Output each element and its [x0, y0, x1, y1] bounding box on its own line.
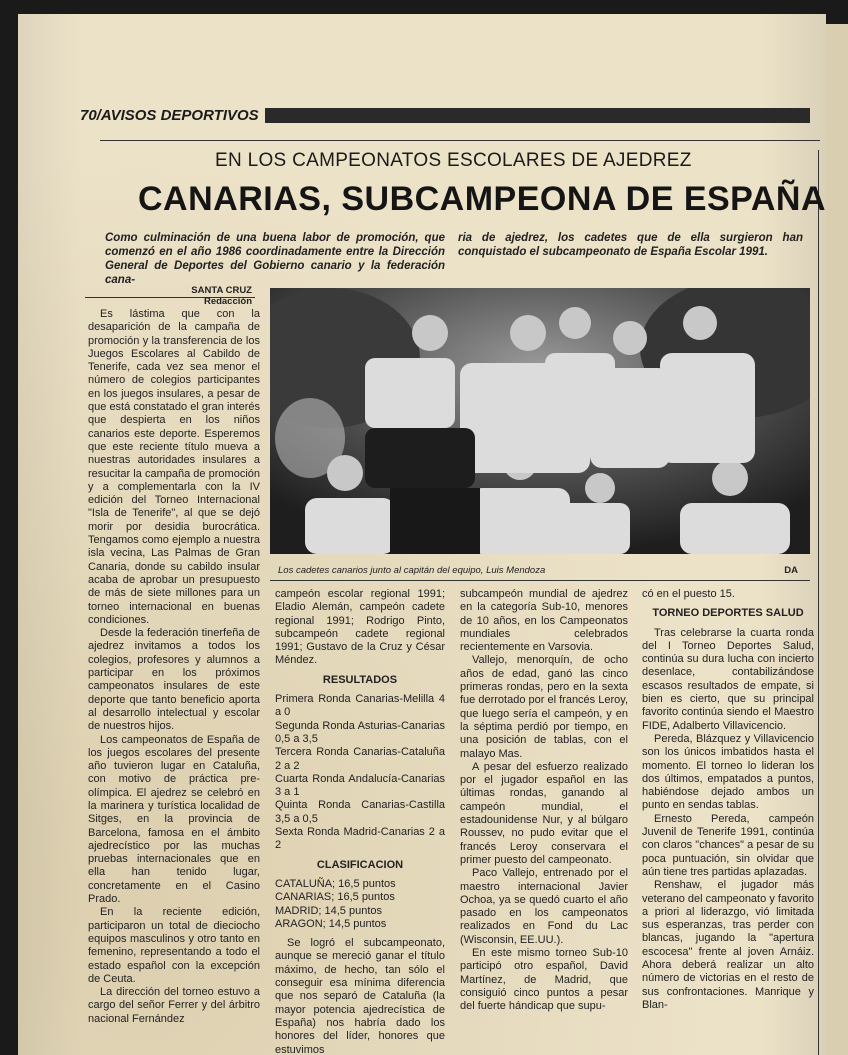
paragraph: La dirección del torneo estuvo a cargo del señor Ferrer y del árbitro nacional Fernández [88, 986, 260, 1025]
kicker: EN LOS CAMPEONATOS ESCOLARES DE AJEDREZ [215, 150, 692, 171]
article-column-1 [88, 308, 260, 1055]
clasificacion-heading: CLASIFICACION [316, 858, 404, 871]
paragraph: Se logró el subcampeonato, aunque se mereció ganar el título máximo, de hecho, tan sólo el conseguir esa mínima diferencia que nos separó de Cataluña (la mayor potencia ajedrecística de España) nos habría dado los honores del líder, honores que estuvimos [275, 937, 445, 1055]
paragraph: Paco Vallejo, entrenado por el maestro internacional Javier Ochoa, ya se quedó cuarto el año pasado en los campeonatos realizados en Fond du Lac (Wisconsin, EE.UU.). [460, 867, 628, 946]
resultados-heading: RESULTADOS [322, 673, 398, 686]
paragraph: Desde la federación tinerfeña de ajedrez invitamos a todos los colegios, profesores y alumnos a participar en los próximos campeonatos insulares de este deporte que tanto beneficio aporta al desarrollo intelectual y escolar de nuestros hijos. [88, 627, 260, 733]
lead-left: Como culminación de una buena labor de promoción, que comenzó en el año 1986 coordinadamente entre la Dirección General de Deportes del Gobierno canario y la federación cana- [105, 232, 445, 286]
byline [188, 285, 252, 307]
photo-caption [278, 565, 798, 576]
paragraph: Tras celebrarse la cuarta ronda del I Torneo Deportes Salud, continúa su dura lucha con incierto desenlace, contabilizándose escasos resultados de empate, si bien es cierto, que su principal favorito continúa siendo el Maestro FIDE, Adalberto Villavicencio. [642, 626, 814, 732]
article-column-4 [642, 588, 814, 1055]
paragraph: En este mismo torneo Sub-10 participó otro español, David Martínez, de Madrid, que consiguió cinco puntos a pesar del fuerte hándicap que supu- [460, 947, 628, 1013]
right-column-rule [818, 150, 819, 1055]
result-row: Quinta Ronda Canarias-Castilla 3,5 a 0,5 [275, 799, 445, 825]
headline: CANARIAS, SUBCAMPEONA DE ESPAÑA [138, 180, 826, 218]
byline-desk: Redacción [203, 296, 252, 307]
team-photo [270, 288, 810, 554]
standing-row: CATALUÑA; 16,5 puntos [275, 877, 396, 890]
paragraph: Los campeonatos de España de los juegos escolares del presente año tuvieron lugar en Cataluña, con motivo de práctica pre-olímpica. El ajedrez se celebró en la marinera y turística localidad de Sitges, en la provincia de Barcelona, famosa en el ámbito ajedrecístico por las muchas pruebas internacionales que en ella han tenido lugar, concretamente en el Casino Prado. [88, 733, 260, 906]
paragraph: có en el puesto 15. [642, 588, 735, 600]
photo-caption-text: Los cadetes canarios junto al capitán del equipo, Luis Mendoza [278, 565, 546, 576]
paragraph: Renshaw, el jugador más veterano del campeonato y favorito a priori al liderazgo, vió limitada sus esperanzas, tras perder con blancas, jugando la "apertura escocesa" frente al joven Arnáiz. Ahora deberá realizar un alto número de victorias en el resto de sus confrontaciones. Manrique y Blan- [642, 879, 814, 1011]
result-row: Cuarta Ronda Andalucía-Canarias 3 a 1 [275, 772, 445, 799]
paragraph: subcampeón mundial de ajedrez en la categoría Sub-10, menores de 10 años, en los Campeonatos mundiales celebrados recientemente en Varsovia. [460, 588, 628, 654]
paragraph: Pereda, Blázquez y Villavicencio son los únicos imbatidos hasta el momento. El torneo lo lideran los dos últimos, empatados a puntos, habiéndose dejado ambos un punto en sendas tablas. [642, 732, 814, 812]
paragraph: A pesar del esfuerzo realizado por el jugador español en las últimas rondas, ganando al campeón mundial, el estadounidense Nur, y al búlgaro Roussev, no pudo evitar que el francés Leroy conservara el primer puesto del campeonato. [460, 760, 628, 866]
torneo-heading: TORNEO DEPORTES SALUD [652, 607, 804, 620]
paragraph: Es lástima que con la desaparición de la campaña de promoción y la transferencia de los Juegos Escolares al Cabildo de Tenerife, cada vez sea menor el número de colegios participantes en los juegos insulares, a pesar de que está constatado el gran interés que despierta en los niños canarios este deporte. Esperemos que este reciente título mueva a nuestras autoridades insulares a resucitar la campaña de promoción y a complementarla con la IV edición del Torneo Internacional "Isla de Tenerife", al que se dejó morir por desidia burocrática. Tengamos como ejemplo a nuestra isla vecina, Las Palmas de Gran Canaria, donde su cabildo insular acaba de aprobar un presupuesto de más de siete millones para un torneo internacional en buenas condiciones. [88, 308, 260, 626]
result-row: Segunda Ronda Asturias-Canarias 0,5 a 3,5 [275, 719, 445, 745]
result-row: Tercera Ronda Canarias-Cataluña 2 a 2 [275, 746, 445, 772]
article-column-3 [460, 588, 628, 1055]
byline-place: SANTA CRUZ [191, 285, 252, 296]
article-column-2 [275, 588, 445, 1055]
paragraph: Vallejo, menorquín, de ocho años de edad, ganó las cinco primeras rondas, pero en la sexta fue derrotado por el francés Leroy, que luego sería el campeón, y en la séptima perdió por tiempo, en una posición de tablas, con el malayo Mas. [460, 654, 628, 760]
caption-rule [270, 580, 810, 581]
standing-row: ARAGON; 14,5 puntos [275, 917, 387, 930]
section-label: 70/AVISOS DEPORTIVOS [80, 106, 259, 124]
clasificacion-list [275, 878, 445, 931]
section-header [80, 104, 810, 126]
result-row: Primera Ronda Canarias-Melilla 4 a 0 [275, 693, 445, 719]
paragraph: En la reciente edición, participaron un total de dieciocho equipos masculinos y otro tanto en femenino, representando a todo el estado español con la excepción de Ceuta. [88, 906, 260, 985]
top-rule [100, 140, 820, 141]
standing-row: CANARIAS; 16,5 puntos [275, 891, 395, 904]
resultados-list [275, 693, 445, 853]
lead-right: ria de ajedrez, los cadetes que de ella surgieron han conquistado el subcampeonato de España Escolar 1991. [458, 232, 803, 258]
result-row: Sexta Ronda Madrid-Canarias 2 a 2 [275, 826, 445, 852]
paragraph: campeón escolar regional 1991; Eladio Alemán, campeón cadete regional 1991; Rodrigo Pinto, subcampeón cadete regional 1991; Gustavo de la Cruz y César Méndez. [275, 588, 445, 667]
standing-row: MADRID; 14,5 puntos [275, 904, 382, 917]
photo-credit: DA [784, 565, 798, 576]
section-bar-fill [265, 108, 810, 123]
team-photo-image [270, 288, 810, 554]
paragraph: Ernesto Pereda, campeón Juvenil de Tenerife 1991, continúa con claros "chances" a pesar de su poca puntuación, sin olvidar que aún tiene tres partidas aplazadas. [642, 812, 814, 878]
